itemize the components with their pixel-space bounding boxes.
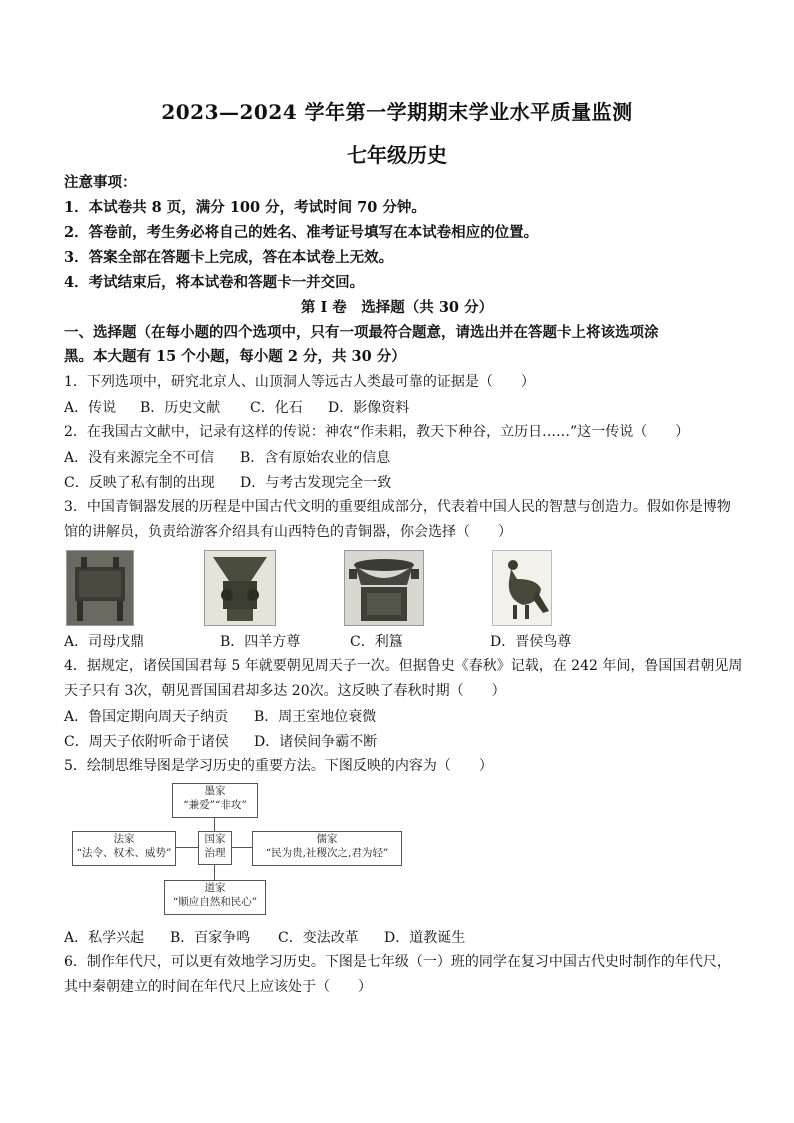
question-3-options	[64, 631, 571, 651]
option: A．私学兴起	[64, 930, 145, 946]
option: D．与考古发现完全一致	[240, 475, 392, 491]
mind-map-node-rujia	[252, 831, 402, 866]
mind-map-node-title: 治理	[204, 847, 226, 859]
mind-map-node-title: 儒家	[316, 833, 338, 845]
notice-item: 3．答案全部在答题卡上完成，答在本试卷上无效。	[64, 249, 394, 266]
bronze-zun-image	[204, 550, 276, 626]
option: C．周天子依附听命于诸侯	[64, 734, 229, 750]
mind-map-node-title: 道家	[204, 882, 226, 894]
mind-map-node-center	[198, 831, 232, 865]
option: D．晋侯鸟尊	[490, 634, 572, 650]
option: B．含有原始农业的信息	[240, 450, 391, 466]
exam-subject: 七年级历史	[347, 143, 447, 167]
question-3-stem: 3．中国青铜器发展的历程是中国古代文明的重要组成部分，代表着中国人民的智慧与创造力。假如你是博物	[64, 499, 731, 515]
notice-heading: 注意事项：	[64, 174, 137, 191]
bronze-ding-image	[66, 550, 134, 626]
question-1-stem: 1．下列选项中，研究北京人、山顶洞人等远古人类最可靠的证据是（ ）	[64, 374, 535, 390]
notice-item: 2．答卷前，考生务必将自己的姓名、准考证号填写在本试卷相应的位置。	[64, 224, 539, 241]
option: D．诸侯间争霸不断	[254, 734, 378, 750]
option: C．变法改革	[278, 930, 359, 946]
option: B．周王室地位衰微	[254, 709, 377, 725]
notice-item: 1．本试卷共 8 页，满分 100 分，考试时间 70 分钟。	[64, 199, 426, 216]
question-4-stem: 天子只有 3次，朝见晋国国君却多达 20次。这反映了春秋时期（ ）	[64, 683, 506, 699]
question-2-options-row1	[64, 447, 390, 467]
question-2-options-row2	[64, 472, 391, 492]
option: A．鲁国定期向周天子纳贡	[64, 709, 229, 725]
option: C．反映了私有制的出现	[64, 475, 215, 491]
mind-map-node-text: “兼爱”“非攻”	[183, 799, 247, 811]
mind-map-node-fajia	[72, 831, 176, 866]
section-instruction: 黑。本大题有 15 个小题，每小题 2 分，共 30 分）	[64, 348, 406, 365]
question-4-options-row1	[64, 706, 376, 726]
option: A．没有来源完全不可信	[64, 450, 215, 466]
option: A．司母戊鼎	[64, 634, 145, 650]
question-1-options	[64, 397, 409, 417]
notice-item: 4．考试结束后，将本试卷和答题卡一并交回。	[64, 274, 365, 291]
exam-title: 2023—2024 学年第一学期期末学业水平质量监测	[161, 100, 633, 124]
mind-map-node-text: “顺应自然和民心”	[172, 896, 258, 908]
question-3-stem: 馆的讲解员，负责给游客介绍具有山西特色的青铜器，你会选择（ ）	[64, 524, 512, 540]
mind-map-node-text: “法令、权术、威势”	[76, 847, 172, 859]
question-4-options-row2	[64, 731, 377, 751]
mind-map-node-title: 法家	[113, 833, 135, 845]
question-6-stem: 6．制作年代尺，可以更有效地学习历史。下图是七年级（一）班的同学在复习中国古代史时制作的年代尺，	[64, 954, 731, 970]
mind-map-connector	[214, 817, 215, 831]
option: C．利簋	[350, 634, 403, 650]
mind-map-connector	[174, 847, 198, 848]
mind-map-node-title: 国家	[204, 833, 226, 845]
section-title: 第 I 卷 选择题（共 30 分）	[300, 299, 494, 316]
mind-map-node-title: 墨家	[204, 785, 226, 797]
option: D．道教诞生	[384, 930, 466, 946]
section-instruction: 一、选择题（在每小题的四个选项中，只有一项最符合题意，请选出并在答题卡上将该选项涂	[64, 324, 659, 341]
question-5-options	[64, 927, 465, 947]
question-4-stem: 4．据规定，诸侯国国君每 5 年就要朝见周天子一次。但据鲁史《春秋》记载，在 242 年间，鲁国国君朝见周	[64, 658, 743, 674]
option: B．百家争鸣	[170, 930, 251, 946]
question-2-stem: 2．在我国古文献中，记录有这样的传说：神农“作耒耜，教天下种谷，立历日……”这一传说（ ）	[64, 424, 690, 440]
mind-map-connector	[214, 863, 215, 880]
question-6-stem: 其中秦朝建立的时间在年代尺上应该处于（ ）	[64, 979, 372, 995]
option: B．历史文献	[140, 400, 221, 416]
mind-map-node-daojia	[164, 880, 266, 915]
mind-map-connector	[230, 847, 252, 848]
option: B．四羊方尊	[220, 634, 301, 650]
option: A．传说	[64, 400, 117, 416]
bronze-bird-zun-image	[492, 550, 552, 626]
option: C．化石	[250, 400, 303, 416]
mind-map-node-mojia	[172, 783, 258, 818]
mind-map-node-text: “民为贵,社稷次之,君为轻”	[265, 847, 389, 859]
bronze-gui-image	[344, 550, 424, 626]
question-5-stem: 5．绘制思维导图是学习历史的重要方法。下图反映的内容为（ ）	[64, 758, 493, 774]
option: D．影像资料	[328, 400, 410, 416]
